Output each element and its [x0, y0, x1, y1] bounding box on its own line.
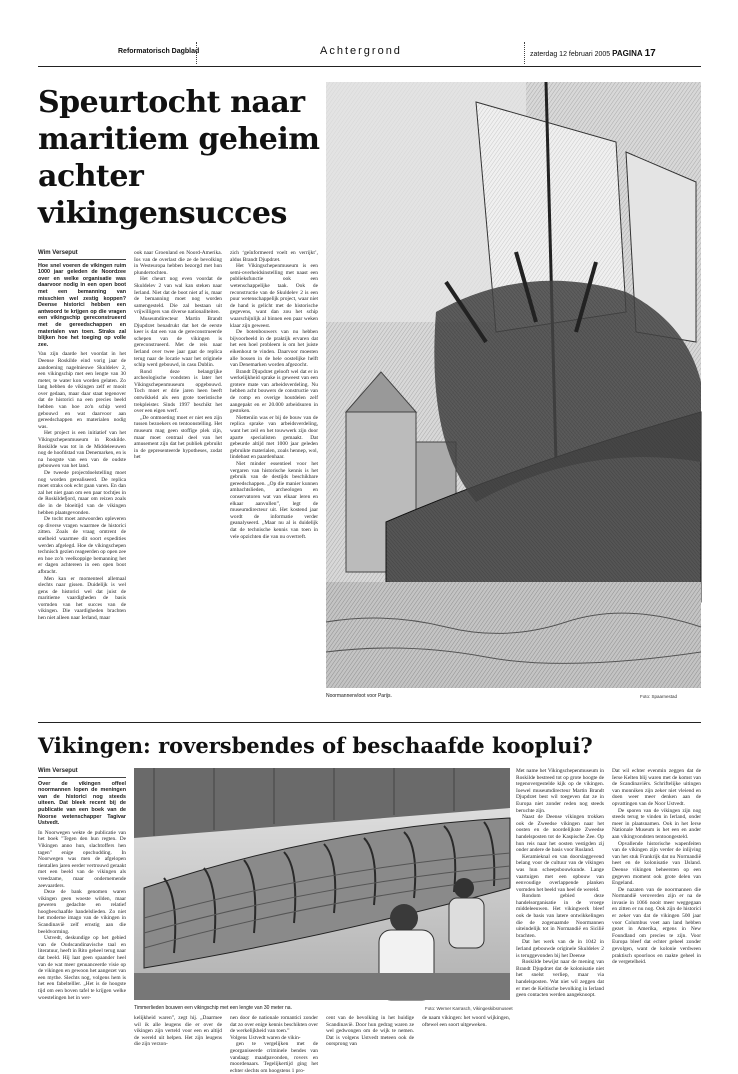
article1-paragraph: De botenbouwers van nu hebben bijvoorbeeld in de praktijk ervaren dat het een hoel probleem is om het juiste eikenhout te vinden. Daarvoor moesten alle bossen in de hele oostelijke helft van Denemarken worden afgezocht. — [230, 329, 318, 369]
article1-paragraph: Museumdirecteur Martin Brandt Djupdræt benadrukt dat het de eerste keer is dat een van de gereconstrueerde schepen van de vikingen is gereconstrueerd. Met de reis naar Ierland over twee jaar gaat de replica terug naar de locatie waar het originele schip werd gebouwd, in casu Dublin. — [134, 315, 222, 369]
article2-byline: Wim Verseput — [38, 768, 78, 774]
article2-paragraph: nen door de nationale romantici zonder dat zo over enige kennis beschikten over de werkelijkheid van toen.” — [230, 1015, 318, 1035]
article2-paragraph: Ustvedt, deskundige op het gebied van de Oudscandinavische taal en literatuur, heeft in Rito geheel terug naar dat beeld. Hij laat geen spaander heel van de wat meer genuanceerde visie op de vikingen en gewoon het aangezet van een mythe. Slechts nog, volgens hem is het een fabeltelller. „Het is de hoogste tijd om een boven tafel te krijgen welke woestelingen het in wer- — [38, 935, 126, 1001]
article2-column-6 — [516, 768, 604, 1064]
article-divider — [38, 722, 701, 723]
page-label: PAGINA — [612, 49, 643, 58]
article2-column-4 — [326, 1015, 414, 1065]
article2-column-1 — [38, 768, 126, 1018]
article2-image-caption: Timmerlieden bouwen een vikingschip met een lengte van 30 meter na. — [134, 1005, 292, 1011]
article1-paragraph: Men kan er momenteel allemaal slechts naar gissen. Duidelijk is wel gens de historici wel dat juist de maritieme vaardigheden de basis vormden van het succes van de vikingen. Die vaardigheden brachten hen niet alleen naar Ierland, maar — [38, 575, 126, 622]
article2-headline: Vikingen: roversbendes of beschaafde kooplui? — [38, 733, 593, 758]
article2-paragraph: Dat het werk van de in 1042 in Ierland gebouwde originele Skuldelev 2 is teruggevonden bij het Deense — [516, 939, 604, 959]
engraving-illustration — [326, 82, 701, 688]
article2-column-5 — [422, 1015, 510, 1065]
article1-paragraph: Van zijn daarde het voordat in het Deense Roskilde eind vorig jaar de aandoening nagelnieuwe Skuldelev 2, een vikingschip met een lengte van 30 meter, te water kon worden gelaten. Zo lang hebben de vikingen zelf er mooit over gedaan, maar daar staat tegenover dat de historici na een precies beeld hebben van hoe zo'n schip werd gebouwd en wat daarvoor aan gereedschappen en materialen nodig was. — [38, 351, 126, 430]
article1-paragraph: „De ontmoeting moet er niet een zijn tussen bezoekers en tentoonstelling. Het museum mag geen stoffige plek zijn, maar moet centraal deel van het amusement zijn dat het publiek gebruikt in de gepresenteerde hypotheses, zodat het — [134, 414, 222, 461]
article1-paragraph: Het project is een initiatief van het Vikingschepenmuseum in Roskilde. Roskilde was tot in de Middeleeuwen nog de hoofdstad van Denemarken, en is na hoogste van een van de oudste gebouwen van het land. — [38, 430, 126, 470]
article2-paragraph: Keramieknal en van doorslaggevend belang voor de cultuur van de vikingen was hun scheepsbouwkunde. Lange vaartuigen met een opbouw van eenvoudige overlappende planken vormden het beeld van heel de wereld. — [516, 853, 604, 893]
article2-paragraph: Opvallende historische wapenfeiten van de vikingen zijn verder de inlijving van het stuk Frankrijk dat nu Normandië heet en de kolonisatie van IJsland. Deense vikingen beheersten op een gegeven moment ook grote delen van Engeland. — [612, 840, 701, 887]
article2-paragraph: de naam vikingen: het woord wijkingen, oftewel een soort uitgeweken. — [422, 1015, 510, 1028]
article1-column-3 — [230, 250, 318, 710]
article1-paragraph: De tocht moet antwoorden opleveren op diverse vragen waarmee de historici zitten. Zoals de vraag omtrent de snelheid waarmee dit soort expedities werden afgelegd. Hoe de vikingschepen technisch gezien reageerden op open zee en hoe zo'n veelkoppige bemanning het er dagen achtereen in een open boot afbracht. — [38, 516, 126, 575]
vikingship-construction-photo — [134, 768, 510, 1000]
article2-paragraph: Deze de bank genomen waren vikingen geen woeste wilden, maar geweren gedachte en relatief hoogbeschaafde handelslieden. Zo niet het moderne imago van de vikingen in Scandinavië zelf ernstig aan die beeldvorming. — [38, 889, 126, 935]
header-divider-left — [196, 42, 197, 64]
page-info — [530, 48, 656, 59]
article2-paragraph: Met name het Vikingschepenmuseum in Roskilde bestreed tot op grote hoogte de tegenovergestelde kijk op de vikingen. Ioewel museumdirecteur Martin Brandt Djupdræt best wil toegeven dat ze in Europa niet zonder reden nog steeds beruchte zijn. — [516, 768, 604, 814]
article2-paragraph: Rondom gebied deze handelsorganisatie in de vroege middeleeuwen. Het vikingwerk bleef ook de basis van latere ontwikkelingen die de zogenaamde Noormannen uiteindelijk tot in Normandië en Sicilië brachten. — [516, 893, 604, 939]
article1-headline: Speurtocht naar maritiem geheim achter vikingensucces — [38, 85, 320, 231]
article1-paragraph: Het Vikingschepenmuseum is een semi-overheidsinstelling met naast een publieksfunctie ook een wetenschappelijke taak. Ook de reconstructie van de Skuldelev 2 is een puur wetenschappelijk project, waar niet de hand is gelicht met de historische gegevens, want dan zou het schip waarschijnlijk al binnen een paar weken klaar zijn geweest. — [230, 263, 318, 329]
article1-byline: Wim Verseput — [38, 250, 78, 256]
article1-paragraph: zich ‘geïnformeerd voelt en verrijkt’, aldus Brandt Djupdræt. — [230, 250, 318, 263]
article2-column-3 — [230, 1015, 318, 1074]
article2-paragraph: kelijkheid waren”, zegt hij. „Daarmee wil ik alle leugens die er over de vikingen zijn verteld voor een en altijd de wereld uit helpen. Het zijn leugens die zijn verzon- — [134, 1015, 222, 1048]
page-number: 17 — [644, 48, 656, 59]
header-divider-right — [524, 42, 525, 64]
article1-paragraph: Brandt Djupdræt gelooft wel dat er in werkelijkheid sprake is geweest van een grotere mate van arbeidsverdeling. Nu hebben acht bouwers de constructie van de romp en overige houtdelen zelf aangepakt en er 20.000 arbeidsuren in gestoken. — [230, 368, 318, 415]
article2-paragraph: Dat wil echter evenmin zeggen dat de Ierse Kelten blij waren met de komst van de Scandinaviërs. Schriftelijke uitingen van monniken zijn zeker niet vleiend en doen weer meer denken aan de opvattingen van de Noor Ustvedt. — [612, 768, 701, 807]
article2-column-7 — [612, 768, 701, 1064]
article2-paragraph: cent van de bevolking in het huidige Scandinavië. Door hun gedrag waren ze wel gedwongen om de wijk te nemen. Dat is volgens Ustvedt meteen ook de oorsprong van — [326, 1015, 414, 1048]
construction-photo-illustration — [134, 768, 510, 1000]
article2-paragraph: De sporen van de vikingen zijn nog steeds terug te vinden in Ierland, onder meer in plaatsnamen. Ook in het Ierse Nationale Museum is het een en ander aan vikingvondsten tentoongesteld. — [612, 807, 701, 840]
article1-image-credit: Foto: Spaarnestad — [640, 694, 678, 699]
article1-column-1 — [38, 250, 126, 710]
article2-paragraph: In Noorwegen wekte de publicatie van het boek "Tegen den hun regten. De Vikingen anno hun, slachtoffers hen tagen" enige opschudding. In Noorwegen was men de afgelopen tientallen jaren eerder vertrouwd geraakt met een beeld van de vikingen als vreedzame, maar ondernemende zeevaarders. — [38, 829, 126, 889]
article2-column-2 — [134, 1015, 222, 1065]
article1-column-2 — [134, 250, 222, 710]
header-rule — [38, 66, 701, 67]
article1-paragraph: Niet minder essentieel voor het vergaren van historische kennis is het gebruik van de destijds beschikbare gereedschappen. „Op die manier kunnen ambachtslieden, archeologen en conservatoren wat van elkaar leren en elkaar aanvullen”, legt de museumdirecteur uit. Het kostend jaar wordt de informatie verder geanalyseerd. „Maar nu al is duidelijk dat de technische kennis van toen in vele opzichten die van nu overtreft. — [230, 461, 318, 540]
article2-paragraph: gen te vergelijken met de georganiseerde criminele bendes van vandaag: maadpavonden, rovers en moordenaars. Tegelijkertijd ging het echter slechts om hoogstens 1 pro- — [230, 1041, 318, 1074]
article1-intro: Hoe snel voeren de vikingen ruim 1000 jaar geleden de Noordzee over en welke organisatie was daarvoor nodig in een open boot met een bemanning van misschien wel zestig koppen? Deense historici hebben een antwoord te krijgen op die vragen een vikingschip gereconstrueerd met de gereedschappen en materialen van toen. Straks zal blijken hoe het toeging op volle zee. — [38, 262, 126, 348]
article2-paragraph: Volgens Ustvedt waren de vikin- — [230, 1034, 301, 1041]
issue-date: zaterdag 12 februari 2005 — [530, 51, 611, 58]
article2-paragraph: Roskilde bewijst naar de mening van Brandt Djupdræt dat de kolonisatie niet het snelst verliep, maar via handelsposten. Wat niet wil zeggen dat er met de Keltische bevolking in Ierland geen contacten werden aangeknoopt. — [516, 959, 604, 999]
article1-image-caption: Noormannenvloot voor Parijs. — [326, 693, 392, 699]
article2-image-credit: Foto: Werner Karrasch, Vikingeskibsmuseet — [425, 1006, 513, 1011]
viking-fleet-engraving — [326, 82, 701, 688]
section-name: Achtergrond — [320, 45, 402, 57]
article1-paragraph: Het cheurt nog even voordat de Skuldelev 2 van wal kan steken naar Ierland. Niet dat de boot niet af is, maar de bemanning moet nog worden samengesteld. Die zal bestaan uit vrijwilligers van diverse nationaliteiten. — [134, 276, 222, 316]
article1-paragraph: Rond deze belangrijke archeologische vondsten is later het Vikingschepenmuseum opgebouwd. Toch moet er drie jaren heen beeft ontwikkeld als een grote toeristische trekpleister. Sinds 1997 beschikt het over een eigen werf. — [134, 368, 222, 415]
article2-intro: Over de vikingen offeel noormannen lopen de meningen van de historici nog steeds uiteen. Dat bleek recent bij de publicatie van een boek van de Noorse wetenschapper Tagivar Ustvedt. — [38, 780, 126, 827]
article1-paragraph: De tweede projectdoelstelling moet nog worden gerealiseerd. De replica moet straks ook echt gaan varen. En dan zal het niet gaan om een paar tochtjes in de Roskildefjord, maar om reizen zoals die in de bloeitijd van de vikingen hebben plaatsgevonden. — [38, 470, 126, 516]
article1-paragraph: Nietteniin was er bij de bouw van de replica sprake van arbeidsverdeling, want het zeil en het touwwerk zijn door aparte specialisten gemaakt. Dat gebeurde altijd met 1000 jaar geleden gebruikte materialen, zoals hennep, wol, lindebast en paardenhaar. — [230, 414, 318, 461]
article2-paragraph: Naast de Deense vikingen trokken ook de Zweedse vikingen naar het oosten en de noordelijkste Zweedse handelsposten tot de Kaspische Zee. Op hun reis naar het oosten vestigden zij onder andere de basis voor Rusland. — [516, 814, 604, 854]
article1-paragraph: ook naar Groenland en Noord-Amerika. Ios van de overlast die ze de bevolking in Westeuropa hebben bezorgd met hun plundertochten. — [134, 250, 222, 276]
article2-paragraph: De nazaten van de noormannen die Normandië veroverden zijn er na de invasie in 1066 nooit meer weggegaan en zitten er nu nog. Ook zijn de historici er zeker van dat de vikingen 500 jaar voor Columbus voet aan land hebben gezet in Amerika, ergens in New Foundland om precies te zijn. Voor Europa bleef dat echter geheel zonder gevolgen, want de kolonie verdween praktisch spoorloos en raakte geheel in de vergetelheid. — [612, 886, 701, 966]
newspaper-name: Reformatorisch Dagblad — [118, 48, 200, 55]
